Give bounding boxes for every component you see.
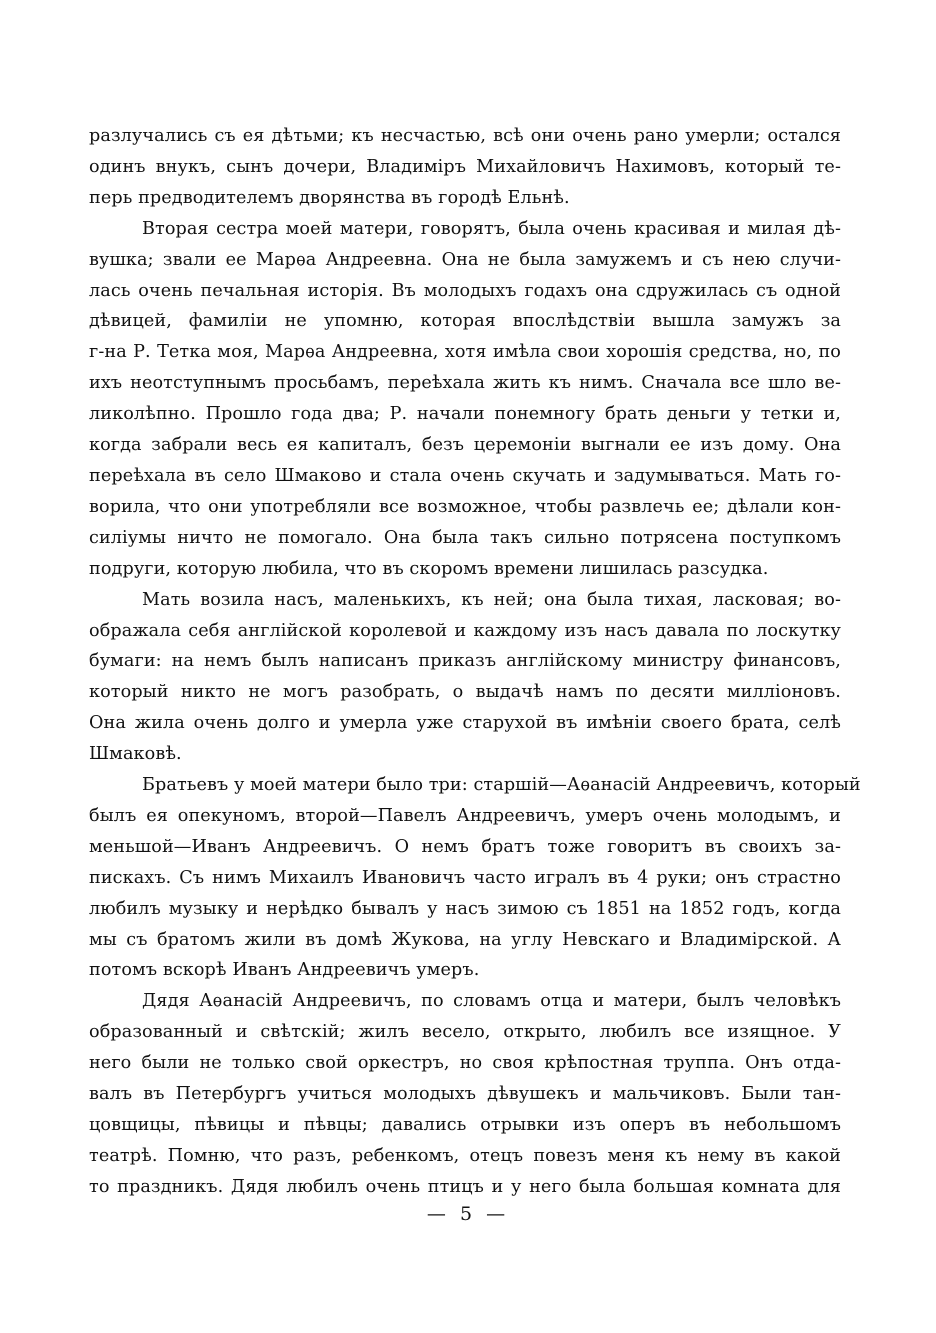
text-line: потомъ вскорѣ Иванъ Андреевичъ умеръ. (89, 960, 480, 981)
text-line: любилъ музыку и нерѣдко бывалъ у насъ зимою съ 1851 на 1852 годъ, когда (89, 898, 841, 919)
text-line: перь предводителемъ дворянства въ городѣ Ельнѣ. (89, 187, 570, 208)
text-line: разлучались съ ея дѣтьми; къ несчастью, всѣ они очень рано умерли; остался (89, 126, 841, 146)
text-line: бумаги: на немъ былъ написанъ приказъ англійскому министру финансовъ, (89, 651, 841, 672)
text-line: переѣхала въ село Шмаково и стала очень скучать и задумываться. Мать го- (89, 465, 841, 486)
text-line: подруги, которую любила, что въ скоромъ времени лишилась разсудка. (89, 558, 769, 579)
page-number: — 5 — (426, 1203, 510, 1225)
text-line: силіумы ничто не помогало. Она была такъ сильно потрясена поступкомъ (89, 527, 841, 548)
text-line: ображала себя англійской королевой и каждому изъ насъ давала по лоскутку (89, 620, 841, 641)
text-line: ихъ неотступнымъ просьбамъ, переѣхала жить къ нимъ. Сначала все шло ве- (89, 373, 841, 394)
text-line: ликолѣпно. Прошло года два; Р. начали понемногу брать деньги у тетки и, (89, 404, 841, 425)
text-line: г-на Р. Тетка моя, Марѳа Андреевна, хотя имѣла свои хорошія средства, но, по (89, 342, 841, 363)
text-line: Вторая сестра моей матери, говорятъ, была очень красивая и милая дѣ- (142, 218, 841, 239)
text-line: театрѣ. Помню, что разъ, ребенкомъ, отецъ повезъ меня къ нему въ какой (89, 1145, 841, 1166)
text-line: Дядя Аѳанасій Андреевичъ, по словамъ отца и матери, былъ человѣкъ (142, 991, 841, 1012)
text-line: валъ въ Петербургъ учиться молодыхъ дѣвушекъ и мальчиковъ. Были тан- (89, 1084, 841, 1105)
paragraph-5 (89, 986, 841, 1202)
text-line: который никто не могъ разобрать, о выдачѣ намъ по десяти милліоновъ. (89, 682, 841, 703)
text-line: былъ ея опекуномъ, второй—Павелъ Андреевичъ, умеръ очень молодымъ, и (89, 805, 841, 826)
text-line: ворила, что они употребляли все возможное, чтобы развлечь ее; дѣлали кон- (89, 496, 841, 517)
text-line: пискахъ. Съ нимъ Михаилъ Ивановичъ часто игралъ въ 4 руки; онъ страстно (89, 867, 841, 888)
paragraph-4 (89, 770, 861, 986)
text-line: цовщицы, пѣвицы и пѣвцы; давались отрывки изъ оперъ въ небольшомъ (89, 1115, 841, 1135)
text-line: то праздникъ. Дядя любилъ очень птицъ и у него была большая комната для (89, 1176, 841, 1197)
text-line: одинъ внукъ, сынъ дочери, Владиміръ Михайловичъ Нахимовъ, который те- (89, 156, 841, 177)
paragraph-1 (89, 121, 841, 214)
text-line: Она жила очень долго и умерла уже старухой въ имѣніи своего брата, селѣ (89, 713, 841, 734)
paragraph-3 (89, 585, 841, 770)
text-line: Мать возила насъ, маленькихъ, къ ней; она была тихая, ласковая; во- (142, 589, 841, 610)
text-line: Шмаковѣ. (89, 744, 182, 765)
text-line: меньшой—Иванъ Андреевичъ. О немъ братъ тоже говоритъ въ своихъ за- (89, 836, 841, 857)
text-line: когда забрали весь ея капиталъ, безъ церемоніи выгнали ее изъ дому. Она (89, 435, 841, 456)
text-line: лась очень печальная исторія. Въ молодыхъ годахъ она сдружилась съ одной (89, 280, 841, 301)
text-line: Братьевъ у моей матери было три: старшій—Аѳанасій Андреевичъ, который (142, 775, 861, 796)
text-line: него были не только свой оркестръ, но своя крѣпостная труппа. Онъ отда- (89, 1053, 841, 1074)
body-text (89, 121, 861, 1203)
text-line: вушка; звали ее Марѳа Андреевна. Она не была замужемъ и съ нею случи- (89, 249, 841, 270)
paragraph-2 (89, 214, 841, 585)
text-line: дѣвицей, фамиліи не упомню, которая впослѣдствіи вышла замужъ за (89, 311, 841, 332)
text-line: мы съ братомъ жили въ домѣ Жукова, на углу Невскаго и Владимірской. А (89, 929, 841, 950)
text-line: образованный и свѣтскій; жилъ весело, открыто, любилъ все изящное. У (89, 1022, 841, 1043)
